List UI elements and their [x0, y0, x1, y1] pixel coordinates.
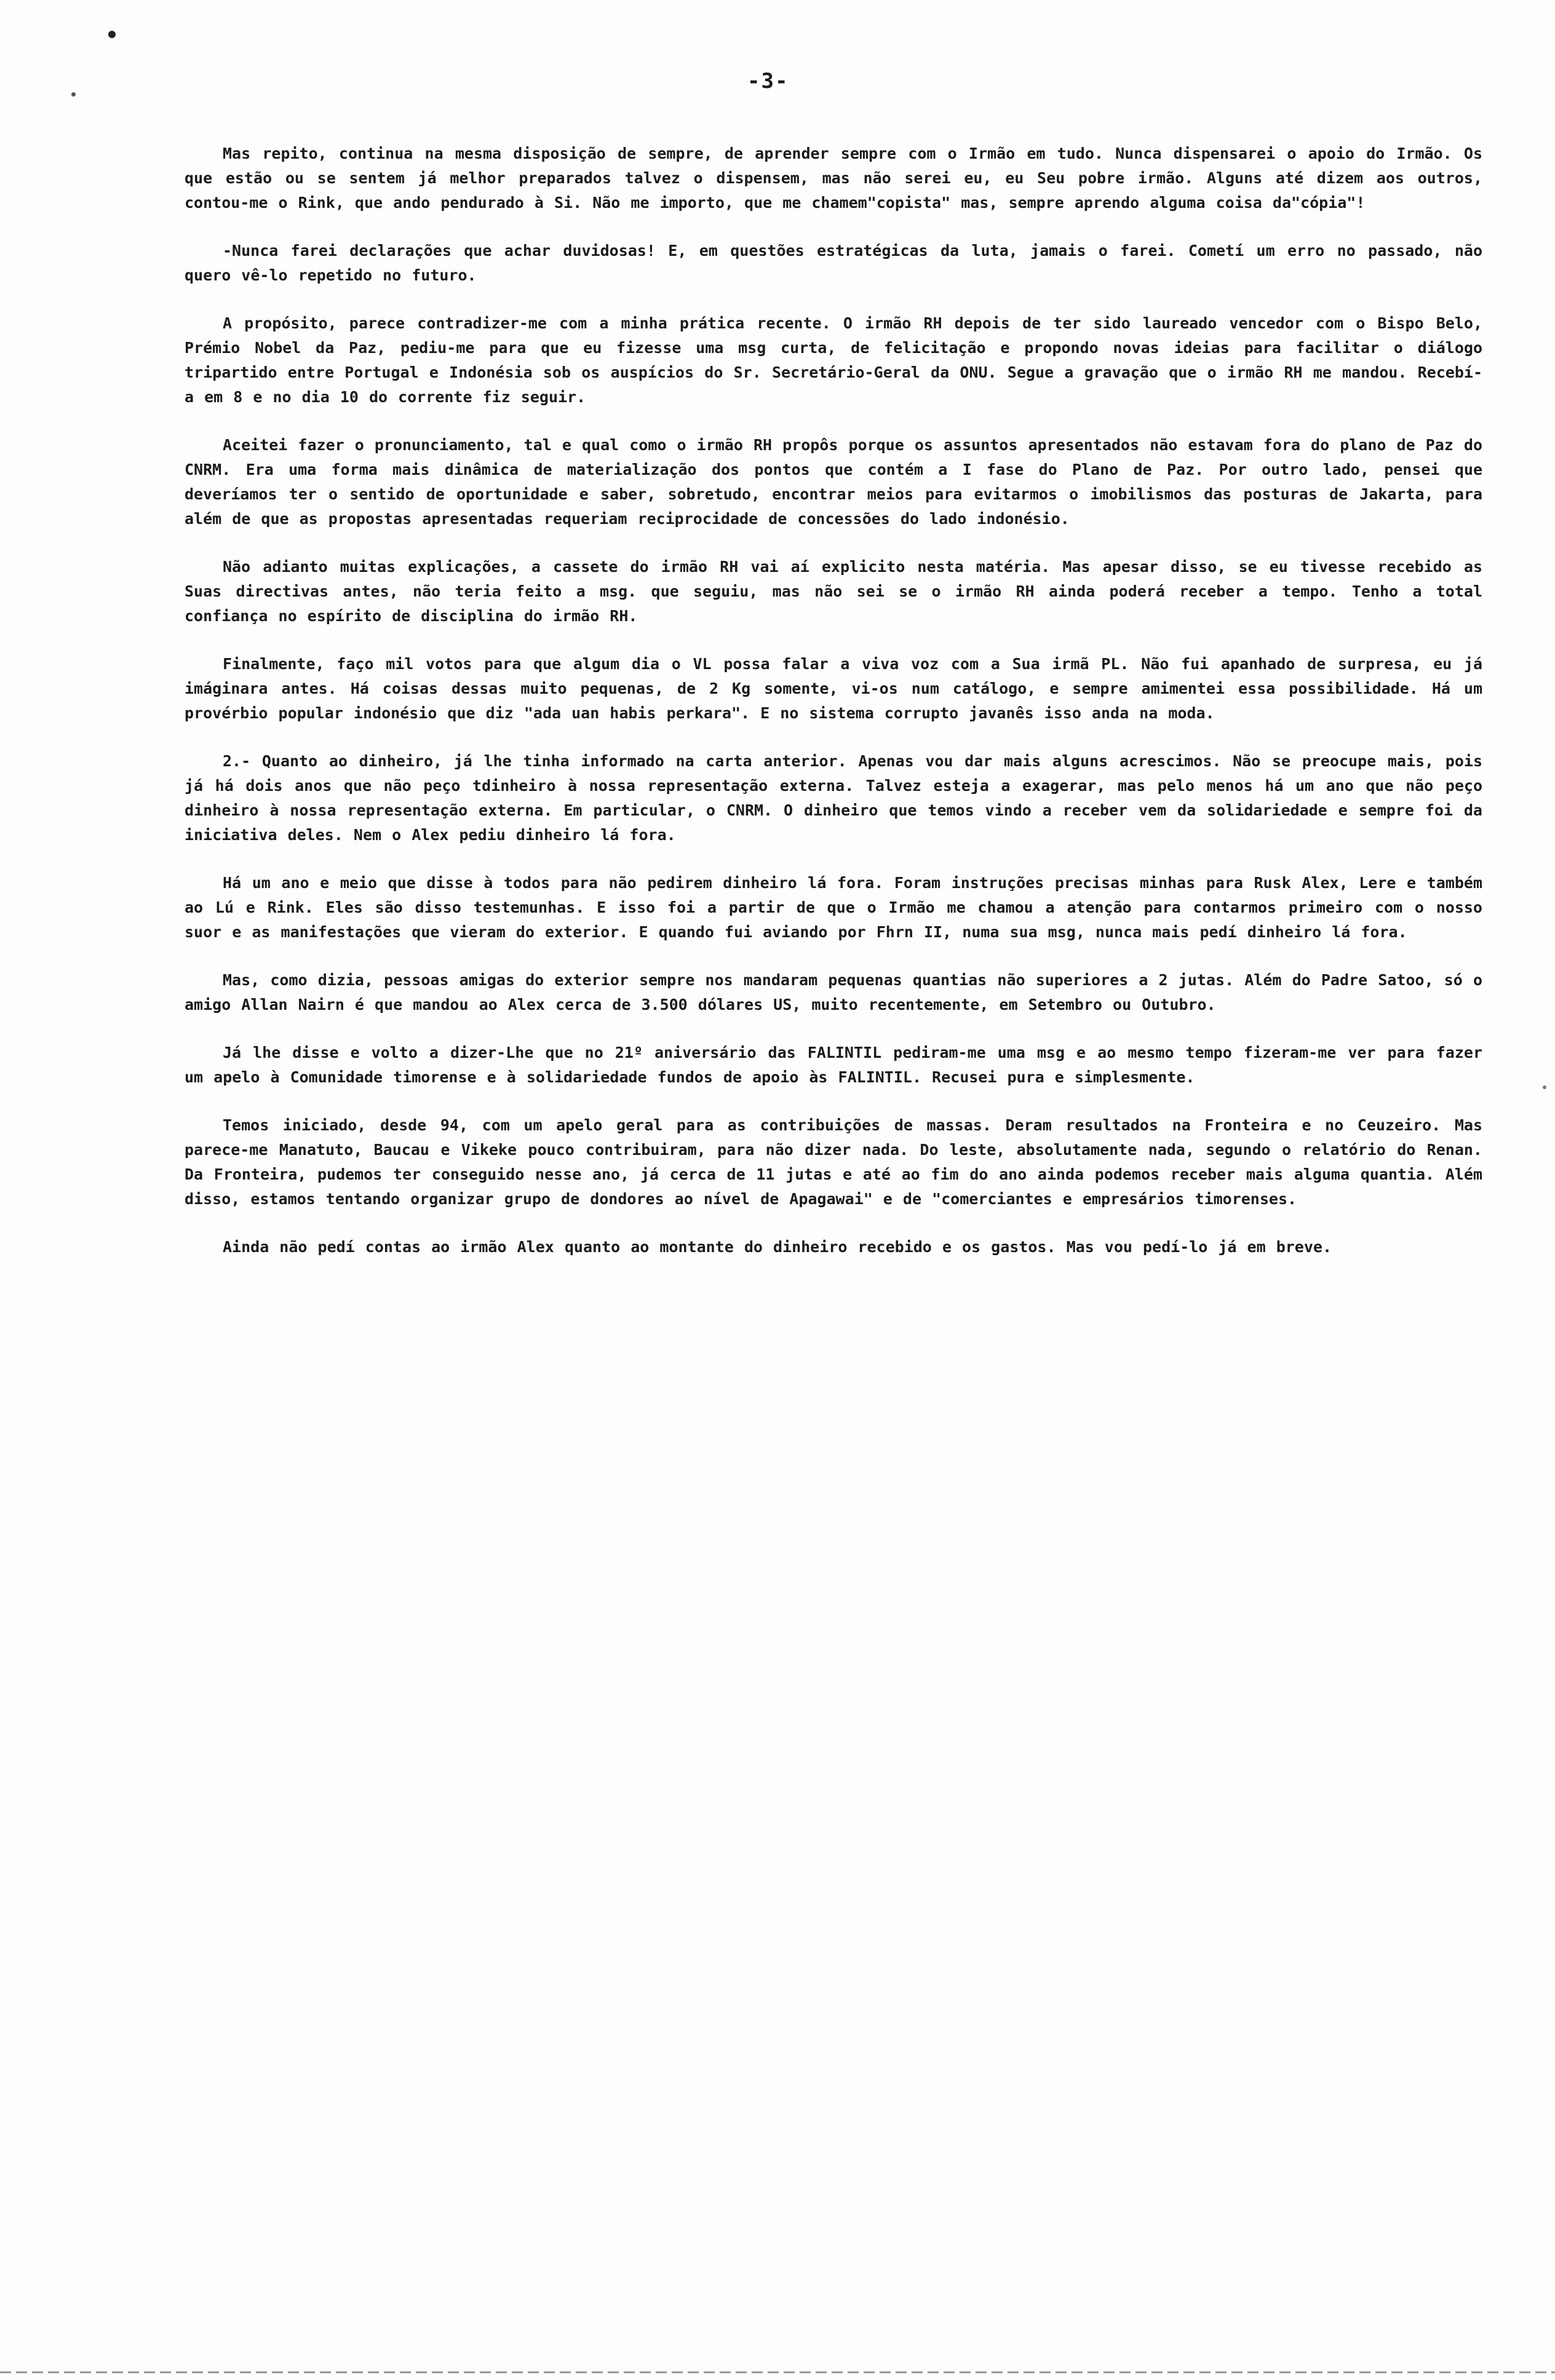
paragraph-4: Aceitei fazer o pronunciamento, tal e qual como o irmão RH propôs porque os assuntos apresentados não estavam fora do plano de Paz do CNRM. Era uma forma mais dinâmica de materialização dos pontos que contém a I fase do Plano de Paz. Por outro lado, pensei que deveríamos ter o sentido de oportunidade e saber, sobretudo, encontrar meios para evitarmos o imobilismos das posturas de Jakarta, para além de que as propostas apresentadas requeriam reciprocidade de concessões do lado indonésio.: [185, 436, 1482, 528]
paragraph-11: Temos iniciado, desde 94, com um apelo geral para as contribuições de massas. Deram resultados na Fronteira e no Ceuzeiro. Mas parece-me Manatuto, Baucau e Vikeke pouco contribuiram, para não dizer nada. Do leste, absolutamente nada, segundo o relatório do Renan. Da Fronteira, pudemos ter conseguido nesse ano, já cerca de 11 jutas e até ao fim do ano ainda podemos receber mais alguma quantia. Além disso, estamos tentando organizar grupo de dondores ao nível de Apagawai" e de "comerciantes e empresários timorenses.: [185, 1116, 1482, 1208]
paragraph-8: Há um ano e meio que disse à todos para não pedirem dinheiro lá fora. Foram instruções precisas minhas para Rusk Alex, Lere e também ao Lú e Rink. Eles são disso testemunhas. E isso foi a partir de que o Irmão me chamou a atenção para contarmos primeiro com o nosso suor e as manifestações que vieram do exterior. E quando fui aviando por Fhrn II, numa sua msg, nunca mais pedí dinheiro lá fora.: [185, 874, 1482, 941]
paragraph-10: Já lhe disse e volto a dizer-Lhe que no 21º aniversário das FALINTIL pediram-me uma msg e ao mesmo tempo fizeram-me ver para fazer um apelo à Comunidade timorense e à solidariedade fundos de apoio às FALINTIL. Recusei pura e simplesmente.: [185, 1044, 1482, 1086]
paragraph-3: A propósito, parece contradizer-me com a minha prática recente. O irmão RH depois de ter sido laureado vencedor com o Bispo Belo, Prémio Nobel da Paz, pediu-me para que eu fizesse uma msg curta, de felicitação e propondo novas ideias para facilitar o diálogo tripartido entre Portugal e Indonésia sob os auspícios do Sr. Secretário-Geral da ONU. Segue a gravação que o irmão RH me mandou. Recebí-a em 8 e no dia 10 do corrente fiz seguir.: [185, 314, 1482, 406]
paragraph-9: Mas, como dizia, pessoas amigas do exterior sempre nos mandaram pequenas quantias não superiores a 2 jutas. Além do Padre Satoo, só o amigo Allan Nairn é que mandou ao Alex cerca de 3.500 dólares US, muito recentemente, em Setembro ou Outubro.: [185, 971, 1482, 1013]
page-bottom-edge: [0, 2371, 1555, 2373]
letter-body: [185, 141, 1482, 1282]
paragraph-5: Não adianto muitas explicações, a cassete do irmão RH vai aí explicito nesta matéria. Mas apesar disso, se eu tivesse recebido as Suas directivas antes, não teria feito a msg. que seguiu, mas não sei se o irmão RH ainda poderá receber a tempo. Tenho a total confiança no espírito de disciplina do irmão RH.: [185, 558, 1482, 625]
paragraph-6: Finalmente, faço mil votos para que algum dia o VL possa falar a viva voz com a Sua irmã PL. Não fui apanhado de surpresa, eu já imáginara antes. Há coisas dessas muito pequenas, de 2 Kg somente, vi-os num catálogo, e sempre amimentei essa possibilidade. Há um provérbio popular indonésio que diz "ada uan habis perkara". E no sistema corrupto javanês isso anda na moda.: [185, 655, 1482, 722]
paragraph-1: Mas repito, continua na mesma disposição de sempre, de aprender sempre com o Irmão em tudo. Nunca dispensarei o apoio do Irmão. Os que estão ou se sentem já melhor preparados talvez o dispensem, mas não serei eu, eu Seu pobre irmão. Alguns até dizem aos outros, contou-me o Rink, que ando pendurado à Si. Não me importo, que me chamem"copista" mas, sempre aprendo alguma coisa da"cópia"!: [185, 145, 1482, 212]
ink-speck: [1543, 1085, 1546, 1089]
paragraph-12: Ainda não pedí contas ao irmão Alex quanto ao montante do dinheiro recebido e os gastos. Mas vou pedí-lo já em breve.: [223, 1238, 1332, 1256]
ink-speck: [108, 31, 116, 38]
ink-speck: [71, 92, 76, 97]
paragraph-7: 2.- Quanto ao dinheiro, já lhe tinha informado na carta anterior. Apenas vou dar mais alguns acrescimos. Não se preocupe mais, pois já há dois anos que não peço tdinheiro à nossa representação externa. Talvez esteja a exagerar, mas pelo menos há um ano que não peço dinheiro à nossa representação externa. Em particular, o CNRM. O dinheiro que temos vindo a receber vem da solidariedade e sempre foi da iniciativa deles. Nem o Alex pediu dinheiro lá fora.: [185, 752, 1482, 844]
paragraph-2: -Nunca farei declarações que achar duvidosas! E, em questões estratégicas da luta, jamais o farei. Cometí um erro no passado, não quero vê-lo repetido no futuro.: [185, 242, 1482, 284]
page-number: -3-: [747, 69, 789, 93]
